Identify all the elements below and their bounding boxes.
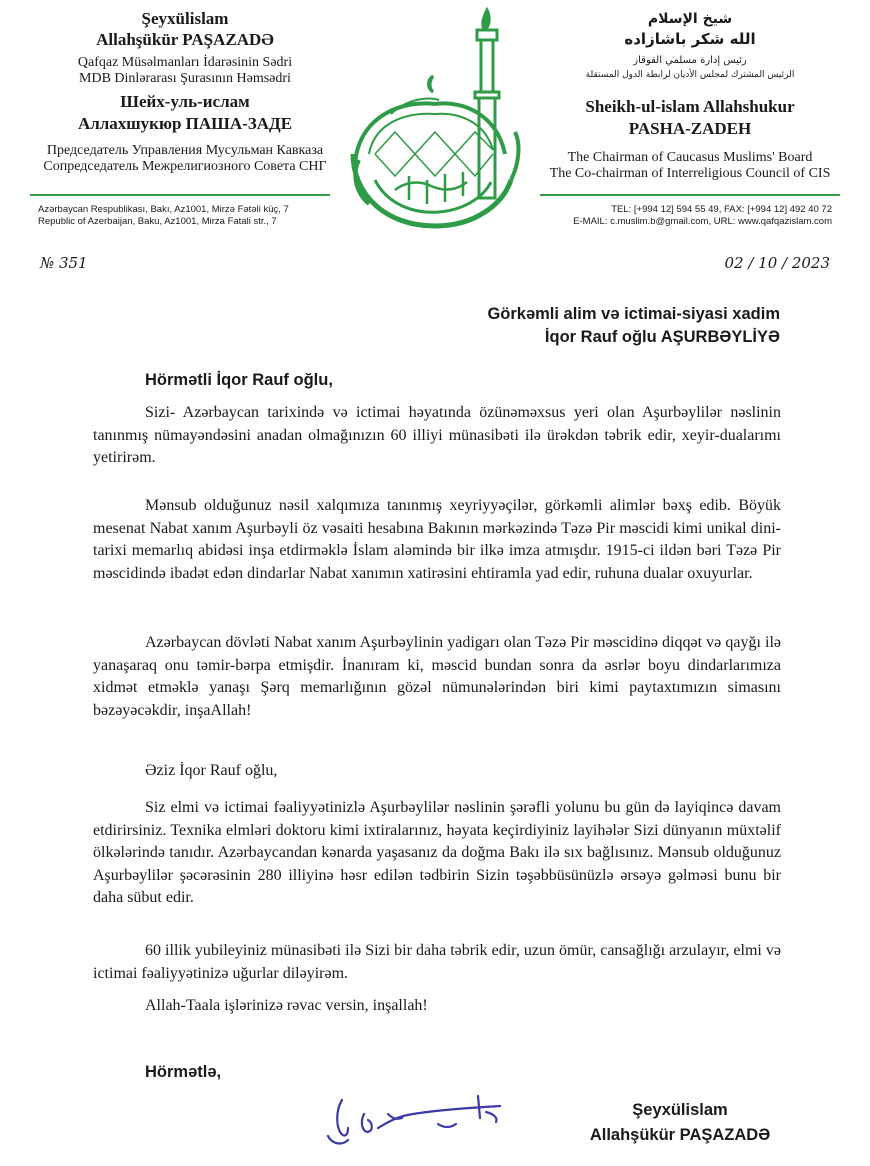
paragraph-1-text: Sizi- Azərbaycan tarixində və ictimai həyatında özünəməxsus yeri olan Aşurbəylilər nəslinin tanınmış nümayəndəsini anadan olmağınızın 60 illiyi münasibəti ilə ürəkdən təbrik edir, xeyir-dualarımı yetirirəm. bbox=[93, 404, 781, 467]
handwritten-signature bbox=[318, 1092, 518, 1152]
signatory-name: Allahşükür PAŞAZADƏ bbox=[589, 1126, 771, 1144]
left-ru-title-1: Шейх-уль-ислам bbox=[120, 92, 250, 111]
left-line-1: Qafqaz Müsəlmanları İdarəsinin Sədri bbox=[77, 55, 293, 70]
paragraph-4-text: Əziz İqor Rauf oğlu, bbox=[145, 762, 278, 779]
document-date: 02 / 10 / 2023 bbox=[724, 254, 830, 272]
paragraph-3-text: Azərbaycan dövləti Nabat xanım Aşurbəylinin yadigarı olan Təzə Pir məscidinə diqqət və qayğı ilə yanaşaraq onu təmir-bərpa etmişdir. İnanıram ki, məscid bundan sonra da əsrlər boyu dindarlarımıza xidmət etməklə yanaşı Şərq memarlığının gözəl nümunələrindən biri kimi paytaxtımızın simasını bəzəyəcəkdir, inşaAllah! bbox=[93, 634, 781, 719]
left-divider bbox=[30, 194, 330, 196]
left-title-2: Allahşükür PAŞAZADƏ bbox=[96, 30, 274, 49]
address-line-2: Republic of Azerbaijan, Baku, Az1001, Mirza Fatali str., 7 bbox=[38, 216, 277, 227]
right-line-1: The Chairman of Caucasus Muslims' Board bbox=[567, 150, 813, 165]
right-divider bbox=[540, 194, 840, 196]
closing: Hörmətlə, bbox=[145, 1063, 222, 1081]
left-ru-line-2: Сопредседатель Межрелигиозного Совета СНГ bbox=[43, 159, 327, 174]
signatory-block bbox=[560, 1098, 800, 1148]
paragraph-6 bbox=[93, 940, 781, 985]
left-ru-line-1: Председатель Управления Мусульман Кавказа bbox=[46, 143, 324, 158]
paragraph-2 bbox=[93, 495, 781, 585]
contact-line-2: E-MAIL: c.muslim.b@gmail.com, URL: www.qafqazislam.com bbox=[573, 216, 832, 227]
address-line-1: Azərbaycan Respublikası, Bakı, Az1001, Mirzə Fətəli küç, 7 bbox=[38, 204, 289, 215]
right-line-2: The Co-chairman of Interreligious Council of CIS bbox=[549, 166, 831, 181]
paragraph-3 bbox=[93, 632, 781, 722]
right-ar-line-1: رئيس إدارة مسلمي القوقاز bbox=[633, 55, 747, 66]
document-number: № 351 bbox=[40, 254, 88, 272]
right-ar-line-2: الرئيس المشترك لمجلس الأديان لرابطة الدول المستقلة bbox=[585, 70, 795, 80]
paragraph-7-text: Allah-Taala işlərinizə rəvac versin, inşallah! bbox=[145, 997, 428, 1014]
right-contact bbox=[540, 204, 832, 228]
left-address bbox=[38, 204, 338, 228]
paragraph-7 bbox=[93, 995, 781, 1018]
left-line-2: MDB Dinlərarası Şurasının Həmsədri bbox=[79, 71, 291, 86]
right-title-2: PASHA-ZADEH bbox=[628, 119, 752, 138]
signatory-title: Şeyxülislam bbox=[632, 1101, 728, 1119]
right-ar-title-2: الله شكر باشازاده bbox=[624, 30, 756, 48]
left-ru-title-2: Аллахшукюр ПАША-ЗАДЕ bbox=[77, 114, 293, 133]
paragraph-4 bbox=[93, 760, 781, 783]
right-title-1: Sheikh-ul-islam Allahshukur bbox=[585, 97, 795, 116]
paragraph-2-text: Mənsub olduğunuz nəsil xalqımıza tanınmış xeyriyyəçilər, görkəmli alimlər bəxş edib. Böyük mesenat Nabat xanım Aşurbəyli öz vəsaiti hesabına Bakının mərkəzində Təzə Pir məscidi kimi unikal dini-tarixi memarlıq abidəsi inşa etdirməklə İslam aləmində bir ilkə imza atmışdır. 1915-ci ildən bəri Təzə Pir məscidində ibadət edən dindarlar Nabat xanımın xatirəsini ehtiramla yad edir, ruhuna dualar oxuyurlar. bbox=[93, 497, 781, 582]
contact-line-1: TEL: [+994 12] 594 55 49, FAX: [+994 12] 492 40 72 bbox=[611, 204, 832, 215]
recipient-block bbox=[487, 303, 780, 349]
paragraph-5-text: Siz elmi və ictimai fəaliyyətinizlə Aşurbəylilər nəslinin şərəfli yolunu bu gün də layiqincə davam etdirirsiniz. Texnika elmləri doktoru kimi ixtiralarınız, həyata keçirdiyiniz layihələr Sizi dünyanın müxtəlif ölkələrində tanıdır. Azərbaycandan kənarda yaşasanız da doğma Bakı ilə sıx bağlısınız. Mənsub olduğunuz Aşurbəylilər şəcərəsinin 280 illiyinə həsr edilən tədbirin Sizin təşəbbüsünüzlə ərsəyə gəlməsi bunu bir daha sübut edir. bbox=[93, 799, 781, 907]
letterhead-right bbox=[540, 10, 840, 182]
letterhead-left bbox=[30, 8, 340, 175]
mosque-calligraphy-emblem bbox=[335, 4, 535, 249]
left-title-1: Şeyxülislam bbox=[141, 9, 229, 28]
paragraph-5 bbox=[93, 797, 781, 910]
salutation: Hörmətli İqor Rauf oğlu, bbox=[145, 371, 333, 389]
paragraph-1 bbox=[93, 402, 781, 470]
paragraph-6-text: 60 illik yubileyiniz münasibəti ilə Sizi bir daha təbrik edir, uzun ömür, cansağlığı arzulayır, elmi və ictimai fəaliyyətinizə uğurlar diləyirəm. bbox=[93, 942, 781, 982]
recipient-line-1: Görkəmli alim və ictimai-siyasi xadim bbox=[487, 305, 780, 323]
right-ar-title-1: شيخ الإسلام bbox=[647, 11, 733, 27]
recipient-line-2: İqor Rauf oğlu AŞURBƏYLİYƏ bbox=[544, 328, 780, 346]
